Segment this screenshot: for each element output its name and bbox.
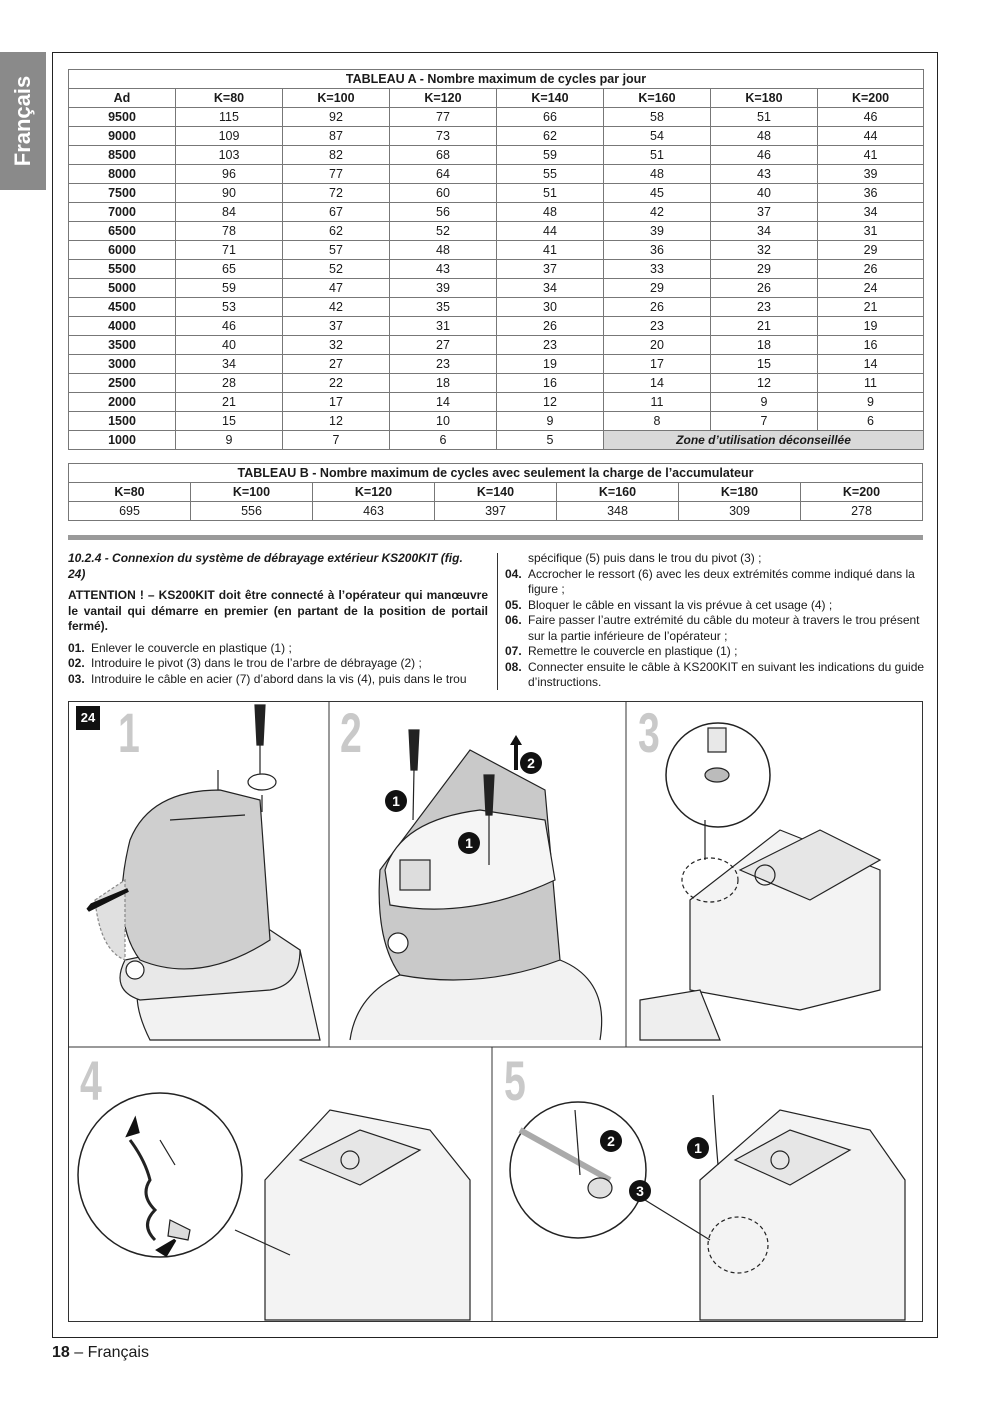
cycles-cell: 27 [390, 336, 497, 355]
cycles-cell: 82 [283, 146, 390, 165]
cycles-cell: 60 [390, 184, 497, 203]
callout-5-a: 1 [694, 1140, 702, 1156]
cycles-cell: 19 [818, 317, 924, 336]
ad-cell: 9000 [69, 127, 176, 146]
cycles-cell: 53 [176, 298, 283, 317]
cycles-cell: 26 [497, 317, 604, 336]
cycles-cell: 78 [176, 222, 283, 241]
cycles-cell: 41 [497, 241, 604, 260]
cycles-cell: 6 [818, 412, 924, 431]
cycles-cell: 77 [283, 165, 390, 184]
step-number: 02. [68, 656, 85, 670]
table-a-header-cell: Ad [69, 89, 176, 108]
ad-cell: 6000 [69, 241, 176, 260]
step-text: Introduire le câble en acier (7) d’abord dans la vis (4), puis dans le trou [91, 671, 467, 686]
cycles-cell: 103 [176, 146, 283, 165]
cycles-cell: 15 [176, 412, 283, 431]
cycles-cell: 15 [711, 355, 818, 374]
ad-cell: 8500 [69, 146, 176, 165]
cycles-cell: 43 [711, 165, 818, 184]
table-b-header-cell: K=80 [69, 483, 191, 502]
cycles-cell: 27 [283, 355, 390, 374]
cycles-cell: 30 [497, 298, 604, 317]
step-text: Accrocher le ressort (6) avec les deux extrémités comme indiqué dans la figure ; [528, 566, 915, 596]
table-b-header-cell: K=140 [435, 483, 557, 502]
table-a-header-cell: K=100 [283, 89, 390, 108]
cycles-cell: 9 [818, 393, 924, 412]
cycles-cell: 12 [283, 412, 390, 431]
figure-label: 24 [76, 706, 100, 730]
cycles-cell: 17 [283, 393, 390, 412]
step-text: Remettre le couvercle en plastique (1) ; [528, 644, 738, 658]
ad-cell: 4000 [69, 317, 176, 336]
table-a-header-cell: K=180 [711, 89, 818, 108]
cycles-cell: 39 [818, 165, 924, 184]
cycles-cell: 92 [283, 108, 390, 127]
table-b-header-cell: K=180 [679, 483, 801, 502]
cycles-cell: 51 [497, 184, 604, 203]
cycles-cell: 87 [283, 127, 390, 146]
cycles-cell: 84 [176, 203, 283, 222]
cycles-cell: 23 [390, 355, 497, 374]
cycles-cell: 40 [711, 184, 818, 203]
cycles-cell: 17 [604, 355, 711, 374]
cycles-cell: 65 [176, 260, 283, 279]
ad-cell: 1000 [69, 431, 176, 450]
ad-cell: 5000 [69, 279, 176, 298]
cycles-cell: 41 [818, 146, 924, 165]
cycles-cell: 40 [176, 336, 283, 355]
cycles-cell: 34 [497, 279, 604, 298]
ad-cell: 4500 [69, 298, 176, 317]
ad-cell: 5500 [69, 260, 176, 279]
cycles-cell: 51 [711, 108, 818, 127]
cycles-cell: 21 [711, 317, 818, 336]
cycles-cell: 6 [390, 431, 497, 450]
cycles-cell: 26 [711, 279, 818, 298]
cycles-cell: 7 [711, 412, 818, 431]
step-text: Bloquer le câble en vissant la vis prévue à cet usage (4) ; [528, 597, 833, 612]
step-number: 01. [68, 640, 85, 655]
table-b-value-cell: 309 [679, 502, 801, 521]
cycles-cell: 14 [818, 355, 924, 374]
cycles-cell: 16 [818, 336, 924, 355]
cycles-cell: 23 [497, 336, 604, 355]
zone-not-recommended-cell: Zone d’utilisation déconseillée [604, 431, 924, 450]
step-03-continuation: spécifique (5) puis dans le trou du pivot (3) ; [528, 551, 762, 565]
cycles-cell: 5 [497, 431, 604, 450]
cycles-cell: 14 [390, 393, 497, 412]
cycles-cell: 12 [711, 374, 818, 393]
table-a-header-cell: K=140 [497, 89, 604, 108]
step-number: 07. [505, 644, 522, 658]
ad-cell: 3500 [69, 336, 176, 355]
table-a-header-cell: K=120 [390, 89, 497, 108]
step-number: 08. [505, 659, 522, 674]
ad-cell: 7000 [69, 203, 176, 222]
cycles-cell: 59 [176, 279, 283, 298]
cycles-cell: 47 [283, 279, 390, 298]
panel-number-5: 5 [504, 1049, 526, 1112]
panel-2-drawing [350, 730, 602, 1040]
ad-cell: 8000 [69, 165, 176, 184]
cycles-cell: 42 [604, 203, 711, 222]
page-number: 18 [52, 1344, 70, 1361]
cycles-cell: 62 [283, 222, 390, 241]
cycles-cell: 48 [711, 127, 818, 146]
table-b-header-cell: K=160 [557, 483, 679, 502]
footer-separator: – [69, 1344, 88, 1361]
cycles-cell: 46 [711, 146, 818, 165]
cycles-cell: 36 [818, 184, 924, 203]
cycles-cell: 19 [497, 355, 604, 374]
cycles-cell: 48 [604, 165, 711, 184]
page-footer [52, 1344, 149, 1362]
cycles-cell: 11 [604, 393, 711, 412]
cycles-cell: 46 [176, 317, 283, 336]
step-number: 03. [68, 671, 85, 686]
ad-cell: 2500 [69, 374, 176, 393]
cycles-cell: 29 [711, 260, 818, 279]
footer-language: Français [87, 1344, 149, 1361]
cycles-cell: 20 [604, 336, 711, 355]
side-tab-label: Français [10, 75, 35, 167]
cycles-cell: 62 [497, 127, 604, 146]
callout-2-c: 2 [527, 755, 535, 771]
cycles-cell: 11 [818, 374, 924, 393]
cycles-cell: 77 [390, 108, 497, 127]
cycles-cell: 52 [390, 222, 497, 241]
ad-cell: 9500 [69, 108, 176, 127]
cycles-cell: 7 [283, 431, 390, 450]
cycles-cell: 55 [497, 165, 604, 184]
callout-5-b: 2 [607, 1133, 615, 1149]
cycles-cell: 68 [390, 146, 497, 165]
cycles-cell: 31 [818, 222, 924, 241]
cycles-cell: 12 [497, 393, 604, 412]
cycles-cell: 37 [497, 260, 604, 279]
cycles-cell: 115 [176, 108, 283, 127]
cycles-cell: 42 [283, 298, 390, 317]
cycles-cell: 21 [176, 393, 283, 412]
step-number: 04. [505, 566, 522, 581]
step-number: 05. [505, 597, 522, 612]
cycles-cell: 8 [604, 412, 711, 431]
cycles-cell: 43 [390, 260, 497, 279]
table-a-title: TABLEAU A - Nombre maximum de cycles par jour [69, 70, 924, 89]
cycles-cell: 96 [176, 165, 283, 184]
cycles-cell: 66 [497, 108, 604, 127]
table-a-header-cell: K=200 [818, 89, 924, 108]
step-text: Introduire le pivot (3) dans le trou de l’arbre de débrayage (2) ; [91, 656, 422, 670]
cycles-cell: 71 [176, 241, 283, 260]
panel-number-1: 1 [118, 701, 140, 764]
cycles-cell: 34 [711, 222, 818, 241]
cycles-cell: 10 [390, 412, 497, 431]
table-b-value-cell: 556 [191, 502, 313, 521]
cycles-cell: 26 [818, 260, 924, 279]
cycles-cell: 36 [604, 241, 711, 260]
cycles-cell: 39 [390, 279, 497, 298]
cycles-cell: 28 [176, 374, 283, 393]
panel-number-3: 3 [638, 701, 660, 764]
cycles-cell: 33 [604, 260, 711, 279]
ad-cell: 2000 [69, 393, 176, 412]
panel-5-drawing [510, 1095, 905, 1320]
cycles-cell: 18 [711, 336, 818, 355]
step-text: Faire passer l’autre extrémité du câble du moteur à travers le trou présent sur la partie inférieure de l’opérateur ; [528, 613, 920, 643]
cycles-cell: 72 [283, 184, 390, 203]
table-a-header-cell: K=80 [176, 89, 283, 108]
warning-text: ATTENTION ! – KS200KIT doit être connecté à l’opérateur qui manœuvre le vantail qui démarre en premier (en partant de la position de portail fermé). [68, 588, 488, 633]
cycles-cell: 18 [390, 374, 497, 393]
cycles-cell: 29 [818, 241, 924, 260]
cycles-cell: 32 [283, 336, 390, 355]
cycles-cell: 58 [604, 108, 711, 127]
table-b-value-cell: 278 [801, 502, 923, 521]
cycles-cell: 16 [497, 374, 604, 393]
cycles-cell: 14 [604, 374, 711, 393]
step-text: Enlever le couvercle en plastique (1) ; [91, 640, 292, 655]
cycles-cell: 21 [818, 298, 924, 317]
cycles-cell: 54 [604, 127, 711, 146]
panel-number-4: 4 [80, 1049, 102, 1112]
cycles-cell: 46 [818, 108, 924, 127]
table-b-title: TABLEAU B - Nombre maximum de cycles avec seulement la charge de l’accumulateur [69, 464, 923, 483]
callout-5-c: 3 [636, 1183, 644, 1199]
cycles-cell: 45 [604, 184, 711, 203]
ad-cell: 6500 [69, 222, 176, 241]
cycles-cell: 9 [176, 431, 283, 450]
cycles-cell: 31 [390, 317, 497, 336]
cycles-cell: 64 [390, 165, 497, 184]
section-heading: 10.2.4 - Connexion du système de débrayage extérieur KS200KIT (fig. 24) [68, 551, 463, 581]
cycles-cell: 37 [283, 317, 390, 336]
panel-3-drawing [640, 723, 880, 1040]
step-number: 06. [505, 613, 522, 627]
cycles-cell: 56 [390, 203, 497, 222]
cycles-cell: 44 [818, 127, 924, 146]
cycles-cell: 23 [604, 317, 711, 336]
table-b-value-cell: 463 [313, 502, 435, 521]
cycles-cell: 51 [604, 146, 711, 165]
cycles-cell: 39 [604, 222, 711, 241]
cycles-cell: 34 [818, 203, 924, 222]
cycles-cell: 34 [176, 355, 283, 374]
table-b-value-cell: 695 [69, 502, 191, 521]
table-b-value-cell: 348 [557, 502, 679, 521]
callout-2-b: 1 [465, 835, 473, 851]
cycles-cell: 23 [711, 298, 818, 317]
cycles-cell: 22 [283, 374, 390, 393]
cycles-cell: 52 [283, 260, 390, 279]
ad-cell: 1500 [69, 412, 176, 431]
cycles-cell: 109 [176, 127, 283, 146]
cycles-cell: 48 [497, 203, 604, 222]
cycles-cell: 48 [390, 241, 497, 260]
table-b-header-cell: K=120 [313, 483, 435, 502]
table-b-header-cell: K=100 [191, 483, 313, 502]
table-b-value-cell: 397 [435, 502, 557, 521]
cycles-cell: 44 [497, 222, 604, 241]
step-text: Connecter ensuite le câble à KS200KIT en suivant les indications du guide d’instructions. [528, 659, 925, 689]
cycles-cell: 24 [818, 279, 924, 298]
panel-number-2: 2 [340, 701, 362, 764]
callout-2-a: 1 [392, 793, 400, 809]
ad-cell: 7500 [69, 184, 176, 203]
cycles-cell: 37 [711, 203, 818, 222]
cycles-cell: 73 [390, 127, 497, 146]
cycles-cell: 67 [283, 203, 390, 222]
cycles-cell: 90 [176, 184, 283, 203]
table-b-header-cell: K=200 [801, 483, 923, 502]
table-a-header-cell: K=160 [604, 89, 711, 108]
cycles-cell: 9 [711, 393, 818, 412]
ad-cell: 3000 [69, 355, 176, 374]
cycles-cell: 29 [604, 279, 711, 298]
cycles-cell: 35 [390, 298, 497, 317]
cycles-cell: 32 [711, 241, 818, 260]
cycles-cell: 26 [604, 298, 711, 317]
cycles-cell: 9 [497, 412, 604, 431]
cycles-cell: 59 [497, 146, 604, 165]
cycles-cell: 57 [283, 241, 390, 260]
